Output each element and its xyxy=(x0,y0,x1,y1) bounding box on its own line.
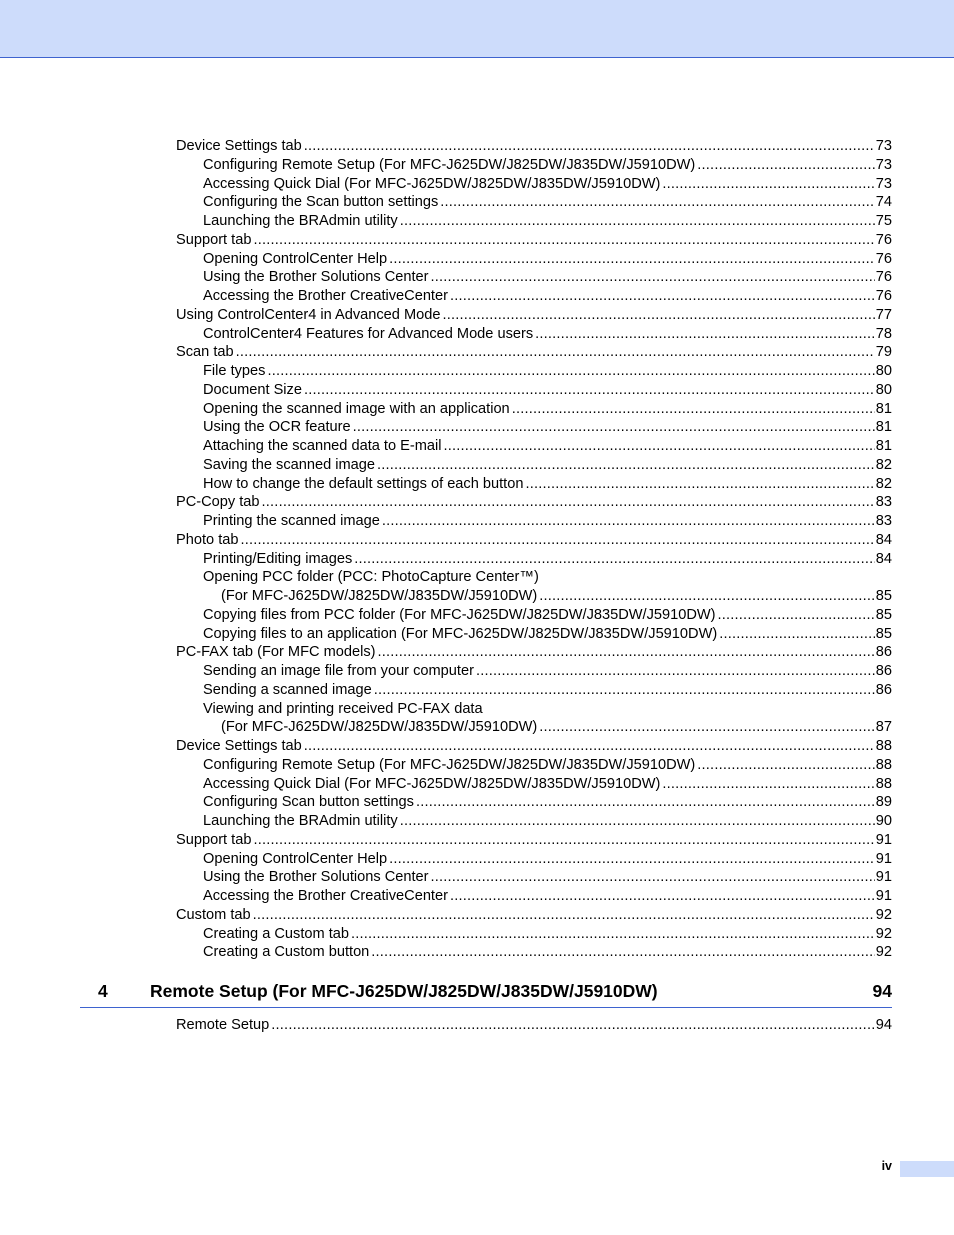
toc-entry-title: (For MFC-J625DW/J825DW/J835DW/J5910DW) xyxy=(221,719,538,736)
toc-dot-leader xyxy=(271,1016,874,1035)
toc-entry-page: 80 xyxy=(875,381,892,398)
toc-entry[interactable] xyxy=(176,793,892,812)
toc-entry-page: 90 xyxy=(875,813,892,829)
toc-entry-page: 73 xyxy=(875,156,892,173)
toc-entry[interactable] xyxy=(176,700,892,719)
toc-dot-leader xyxy=(719,625,875,644)
toc-dot-leader xyxy=(374,681,875,700)
toc-dot-leader xyxy=(444,437,875,456)
toc-entry[interactable] xyxy=(176,250,892,269)
toc-entry-page: 76 xyxy=(875,250,892,267)
toc-dot-leader xyxy=(253,831,874,850)
toc-entry[interactable] xyxy=(176,362,892,381)
toc-dot-leader xyxy=(662,175,874,194)
toc-entry[interactable] xyxy=(176,531,892,550)
toc-entry-title: Configuring Remote Setup (For MFC-J625DW/J825DW/J835DW/J5910DW) xyxy=(203,756,696,773)
toc-entry-page: 81 xyxy=(875,400,892,417)
toc-entry[interactable] xyxy=(176,512,892,531)
toc-dot-leader xyxy=(431,868,875,887)
toc-entry-page: 81 xyxy=(875,438,892,454)
toc-entry-page: 78 xyxy=(875,325,892,342)
toc-dot-leader xyxy=(442,306,874,325)
toc-dot-leader xyxy=(440,193,874,212)
toc-entry-title: Using the OCR feature xyxy=(203,419,351,436)
toc-entry-page: 91 xyxy=(875,850,892,867)
toc-dot-leader xyxy=(389,850,875,869)
toc-entry-page: 84 xyxy=(875,550,892,567)
toc-entry-title: Support tab xyxy=(176,231,252,248)
toc-entry-title: Using ControlCenter4 in Advanced Mode xyxy=(176,306,441,323)
toc-entry-page: 94 xyxy=(875,1017,892,1033)
toc-dot-leader xyxy=(535,325,875,344)
toc-entry-title: Opening the scanned image with an application xyxy=(203,400,510,417)
toc-entry-page: 80 xyxy=(875,363,892,379)
chapter-page: 94 xyxy=(872,981,892,1001)
toc-entry[interactable] xyxy=(176,212,892,231)
toc-dot-leader xyxy=(253,231,874,250)
toc-dot-leader xyxy=(416,793,875,812)
chapter-number: 4 xyxy=(98,981,108,1001)
toc-entry[interactable] xyxy=(176,1016,892,1035)
toc-entry[interactable] xyxy=(176,718,892,737)
toc-entry-title: Opening ControlCenter Help xyxy=(203,250,388,267)
toc-entry-title: ControlCenter4 Features for Advanced Mode users xyxy=(203,325,534,342)
toc-entry[interactable] xyxy=(176,381,892,400)
toc-entry[interactable] xyxy=(176,268,892,287)
chapter-table-of-contents xyxy=(176,1016,892,1035)
toc-entry[interactable] xyxy=(176,550,892,569)
toc-dot-leader xyxy=(697,756,874,775)
toc-dot-leader xyxy=(304,381,875,400)
toc-entry-title: Viewing and printing received PC-FAX data xyxy=(203,700,483,717)
toc-entry-page: 76 xyxy=(875,269,892,286)
toc-entry[interactable] xyxy=(176,400,892,419)
toc-entry-title: Accessing the Brother CreativeCenter xyxy=(203,888,448,904)
toc-entry[interactable] xyxy=(176,137,892,156)
toc-entry-page: 83 xyxy=(875,494,892,511)
toc-entry-page: 83 xyxy=(875,513,892,529)
toc-entry-title: Printing the scanned image xyxy=(203,513,380,529)
toc-entry-page: 92 xyxy=(875,906,892,923)
toc-dot-leader xyxy=(697,156,874,175)
toc-entry-page: 91 xyxy=(875,831,892,848)
toc-entry-title: Sending an image file from your computer xyxy=(203,663,474,679)
chapter-divider xyxy=(80,1007,892,1008)
toc-dot-leader xyxy=(539,718,875,737)
toc-entry-title: Document Size xyxy=(203,381,302,398)
chapter-heading[interactable] xyxy=(80,981,892,1007)
toc-dot-leader xyxy=(262,493,875,512)
toc-entry-title: Custom tab xyxy=(176,906,251,923)
toc-entry-page: 85 xyxy=(875,625,892,642)
toc-entry-title: Launching the BRAdmin utility xyxy=(203,813,398,829)
toc-dot-leader xyxy=(351,925,875,944)
toc-entry[interactable] xyxy=(176,156,892,175)
toc-entry-page: 92 xyxy=(875,944,892,961)
toc-entry[interactable] xyxy=(176,681,892,700)
toc-dot-leader xyxy=(400,812,875,831)
toc-entry[interactable] xyxy=(176,662,892,681)
toc-entry-title: Printing/Editing images xyxy=(203,550,353,567)
toc-entry-page: 88 xyxy=(875,775,892,792)
toc-entry-title: Attaching the scanned data to E-mail xyxy=(203,438,442,454)
toc-entry-title: Photo tab xyxy=(176,531,239,548)
toc-dot-leader xyxy=(450,287,875,306)
toc-entry[interactable] xyxy=(176,193,892,212)
toc-entry-title: Remote Setup xyxy=(176,1017,270,1033)
toc-entry-page: 73 xyxy=(875,175,892,192)
page-number: iv xyxy=(881,1159,892,1173)
toc-entry-title: Copying files from PCC folder (For MFC-J625DW/J825DW/J835DW/J5910DW) xyxy=(203,606,716,623)
toc-entry-page: 77 xyxy=(875,306,892,323)
toc-entry-title: Creating a Custom tab xyxy=(203,925,350,942)
toc-entry-page: 89 xyxy=(875,794,892,811)
toc-entry[interactable] xyxy=(176,587,892,606)
toc-dot-leader xyxy=(304,137,875,156)
toc-entry-title: Using the Brother Solutions Center xyxy=(203,869,429,886)
toc-entry[interactable] xyxy=(176,568,892,587)
chapter-title: Remote Setup (For MFC-J625DW/J825DW/J835DW/J5910DW) xyxy=(150,981,658,1001)
toc-entry[interactable] xyxy=(176,606,892,625)
toc-dot-leader xyxy=(377,456,875,475)
toc-entry[interactable] xyxy=(176,231,892,250)
toc-entry[interactable] xyxy=(176,325,892,344)
toc-dot-leader xyxy=(354,550,875,569)
toc-entry-page: 88 xyxy=(875,756,892,773)
toc-dot-leader xyxy=(377,643,874,662)
toc-entry-title: Configuring Scan button settings xyxy=(203,794,414,811)
toc-entry[interactable] xyxy=(176,737,892,756)
toc-entry-title: Sending a scanned image xyxy=(203,681,372,698)
toc-entry-title: Accessing Quick Dial (For MFC-J625DW/J825DW/J835DW/J5910DW) xyxy=(203,175,661,192)
table-of-contents xyxy=(176,137,892,962)
toc-entry-page: 76 xyxy=(875,288,892,304)
toc-dot-leader xyxy=(353,418,875,437)
toc-entry-title: PC-FAX tab (For MFC models) xyxy=(176,644,376,661)
toc-entry-page: 73 xyxy=(875,138,892,154)
toc-dot-leader xyxy=(718,606,875,625)
toc-entry[interactable] xyxy=(176,287,892,306)
toc-dot-leader xyxy=(431,268,875,287)
toc-entry-page: 81 xyxy=(875,419,892,436)
toc-entry[interactable] xyxy=(176,643,892,662)
toc-dot-leader xyxy=(476,662,875,681)
toc-dot-leader xyxy=(253,906,875,925)
toc-entry[interactable] xyxy=(176,887,892,906)
toc-entry[interactable] xyxy=(176,756,892,775)
toc-entry-title: Device Settings tab xyxy=(176,738,302,754)
toc-dot-leader xyxy=(304,737,875,756)
toc-entry-title: Creating a Custom button xyxy=(203,944,370,961)
toc-dot-leader xyxy=(389,250,875,269)
toc-entry-page: 88 xyxy=(875,738,892,754)
header-band xyxy=(0,0,954,58)
toc-dot-leader xyxy=(400,212,875,231)
toc-entry[interactable] xyxy=(176,831,892,850)
toc-entry[interactable] xyxy=(176,343,892,362)
toc-entry-title: (For MFC-J625DW/J825DW/J835DW/J5910DW) xyxy=(221,588,538,604)
toc-entry-title: Opening PCC folder (PCC: PhotoCapture Center™) xyxy=(203,569,539,586)
toc-entry-page: 75 xyxy=(875,213,892,229)
toc-entry-page: 74 xyxy=(875,194,892,211)
toc-entry[interactable] xyxy=(176,925,892,944)
toc-entry[interactable] xyxy=(176,456,892,475)
toc-dot-leader xyxy=(240,531,874,550)
toc-entry[interactable] xyxy=(176,493,892,512)
toc-entry-page: 86 xyxy=(875,663,892,679)
toc-dot-leader xyxy=(236,343,875,362)
toc-entry-title: Using the Brother Solutions Center xyxy=(203,269,429,286)
toc-entry[interactable] xyxy=(176,906,892,925)
toc-dot-leader xyxy=(662,775,874,794)
toc-entry-page: 91 xyxy=(875,869,892,886)
toc-entry-page: 86 xyxy=(875,681,892,698)
toc-entry-title: Saving the scanned image xyxy=(203,456,375,473)
toc-dot-leader xyxy=(382,512,875,531)
toc-entry-title: PC-Copy tab xyxy=(176,494,260,511)
toc-entry-title: Support tab xyxy=(176,831,252,848)
toc-entry-title: Copying files to an application (For MFC-J625DW/J825DW/J835DW/J5910DW) xyxy=(203,625,718,642)
toc-entry[interactable] xyxy=(176,437,892,456)
toc-dot-leader xyxy=(450,887,875,906)
toc-entry[interactable] xyxy=(176,175,892,194)
toc-entry[interactable] xyxy=(176,306,892,325)
toc-entry[interactable] xyxy=(176,475,892,494)
toc-entry-page: 85 xyxy=(875,588,892,604)
toc-entry-page: 85 xyxy=(875,606,892,623)
page-tab-marker xyxy=(900,1161,954,1177)
toc-entry[interactable] xyxy=(176,625,892,644)
toc-entry-page: 86 xyxy=(875,644,892,661)
toc-entry-page: 92 xyxy=(875,925,892,942)
toc-entry-page: 76 xyxy=(875,231,892,248)
toc-entry[interactable] xyxy=(176,850,892,869)
toc-entry-page: 82 xyxy=(875,456,892,473)
toc-dot-leader xyxy=(512,400,875,419)
toc-entry-title: Device Settings tab xyxy=(176,138,302,154)
toc-entry-title: How to change the default settings of each button xyxy=(203,475,524,492)
toc-dot-leader xyxy=(371,943,874,962)
toc-entry[interactable] xyxy=(176,868,892,887)
toc-dot-leader xyxy=(539,587,875,606)
toc-entry[interactable] xyxy=(176,943,892,962)
toc-entry-page: 84 xyxy=(875,531,892,548)
toc-entry-title: Launching the BRAdmin utility xyxy=(203,213,398,229)
toc-entry-title: Configuring the Scan button settings xyxy=(203,194,439,211)
toc-entry[interactable] xyxy=(176,418,892,437)
toc-entry-page: 91 xyxy=(875,888,892,904)
toc-entry-page: 82 xyxy=(875,475,892,492)
toc-dot-leader xyxy=(267,362,874,381)
toc-entry-title: Scan tab xyxy=(176,344,234,361)
toc-dot-leader xyxy=(525,475,874,494)
toc-entry-title: Opening ControlCenter Help xyxy=(203,850,388,867)
toc-entry-title: File types xyxy=(203,363,266,379)
toc-entry[interactable] xyxy=(176,775,892,794)
toc-entry-page: 87 xyxy=(875,719,892,736)
toc-entry-page: 79 xyxy=(875,344,892,361)
toc-entry-title: Accessing Quick Dial (For MFC-J625DW/J825DW/J835DW/J5910DW) xyxy=(203,775,661,792)
toc-entry[interactable] xyxy=(176,812,892,831)
toc-entry-title: Accessing the Brother CreativeCenter xyxy=(203,288,448,304)
toc-entry-title: Configuring Remote Setup (For MFC-J625DW/J825DW/J835DW/J5910DW) xyxy=(203,156,696,173)
